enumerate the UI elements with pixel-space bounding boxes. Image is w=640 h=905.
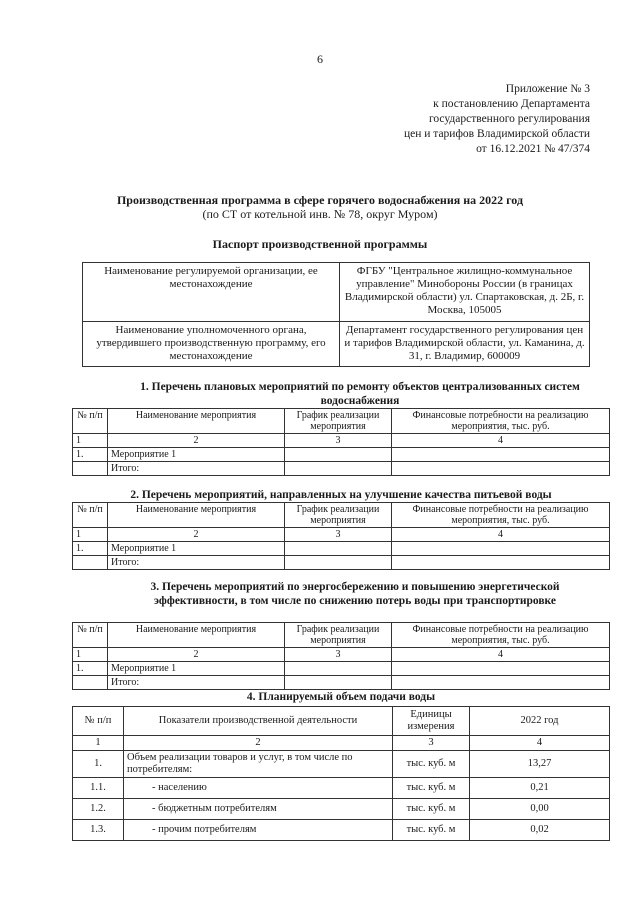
col-header: Единицы измерения xyxy=(393,707,470,736)
unit: тыс. куб. м xyxy=(393,778,470,799)
passport-label: Наименование уполномоченного органа, утвердившего производственную программу, его местонахождение xyxy=(83,322,340,367)
row-number: 1.2. xyxy=(73,799,124,820)
empty-cell xyxy=(285,462,392,476)
appendix-line: к постановлению Департамента xyxy=(433,98,590,110)
col-number: 4 xyxy=(392,434,610,448)
passport-value: ФГБУ "Центральное жилищно-коммунальное управление" Минобороны России (в границах Владимирской области) ул. Спартаковская, д. 2Б, г. Москва, 105005 xyxy=(340,263,590,322)
table-row xyxy=(73,736,610,751)
appendix-line: государственного регулирования xyxy=(428,113,590,125)
col-header: График реализации мероприятия xyxy=(285,623,392,648)
passport-title: Паспорт производственной программы xyxy=(212,237,428,251)
empty-cell xyxy=(73,462,108,476)
col-number: 2 xyxy=(124,736,393,751)
empty-cell xyxy=(392,556,610,570)
appendix-line: от 16.12.2021 № 47/374 xyxy=(476,143,590,155)
appendix-line: цен и тарифов Владимирской области xyxy=(403,128,590,140)
table-row xyxy=(73,707,610,736)
total-label: Итого: xyxy=(108,556,285,570)
total-label: Итого: xyxy=(108,676,285,690)
measure-name: Мероприятие 1 xyxy=(108,448,285,462)
passport-label: Наименование регулируемой организации, ее местонахождение xyxy=(83,263,340,322)
col-header: Наименование мероприятия xyxy=(108,623,285,648)
table-row xyxy=(73,528,610,542)
table-row xyxy=(73,623,610,648)
table-row xyxy=(73,662,610,676)
empty-cell xyxy=(285,676,392,690)
measure-name: Мероприятие 1 xyxy=(108,662,285,676)
col-number: 1 xyxy=(73,434,108,448)
table-row xyxy=(73,676,610,690)
table-row xyxy=(73,648,610,662)
col-number: 4 xyxy=(392,648,610,662)
row-number: 1.3. xyxy=(73,820,124,841)
empty-cell xyxy=(392,462,610,476)
empty-cell xyxy=(285,542,392,556)
empty-cell xyxy=(73,676,108,690)
col-header: Финансовые потребности на реализацию мероприятия, тыс. руб. xyxy=(392,623,610,648)
col-header: № п/п xyxy=(73,623,108,648)
col-number: 2 xyxy=(108,528,285,542)
table-row xyxy=(73,542,610,556)
col-number: 1 xyxy=(73,736,124,751)
measure-name: Мероприятие 1 xyxy=(108,542,285,556)
table-row xyxy=(73,409,610,434)
table-row xyxy=(73,751,610,778)
col-header: 2022 год xyxy=(470,707,610,736)
empty-cell xyxy=(285,662,392,676)
col-number: 3 xyxy=(285,528,392,542)
passport-table xyxy=(82,262,590,367)
empty-cell xyxy=(392,676,610,690)
document-title: Производственная программа в сфере горячего водоснабжения на 2022 год xyxy=(116,193,524,207)
value-2022: 0,21 xyxy=(470,778,610,799)
indicator-name: - бюджетным потребителям xyxy=(124,799,393,820)
col-number: 4 xyxy=(392,528,610,542)
empty-cell xyxy=(392,662,610,676)
col-header: Наименование мероприятия xyxy=(108,409,285,434)
row-number: 1. xyxy=(73,448,108,462)
row-number: 1.1. xyxy=(73,778,124,799)
section-1-table xyxy=(72,408,610,476)
table-row xyxy=(73,448,610,462)
row-number: 1. xyxy=(73,751,124,778)
empty-cell xyxy=(285,556,392,570)
indicator-name: - прочим потребителям xyxy=(124,820,393,841)
appendix-block xyxy=(404,82,590,157)
value-2022: 13,27 xyxy=(470,751,610,778)
empty-cell xyxy=(392,448,610,462)
table-row xyxy=(73,820,610,841)
table-row xyxy=(83,263,590,322)
col-header: График реализации мероприятия xyxy=(285,409,392,434)
total-label: Итого: xyxy=(108,462,285,476)
col-header: № п/п xyxy=(73,503,108,528)
table-row xyxy=(73,503,610,528)
section-4-title: 4. Планируемый объем подачи воды xyxy=(246,691,436,703)
col-header: № п/п xyxy=(73,409,108,434)
section-2-title: 2. Перечень мероприятий, направленных на улучшение качества питьевой воды xyxy=(130,489,552,501)
value-2022: 0,02 xyxy=(470,820,610,841)
table-row xyxy=(73,434,610,448)
col-header: Наименование мероприятия xyxy=(108,503,285,528)
empty-cell xyxy=(392,542,610,556)
unit: тыс. куб. м xyxy=(393,799,470,820)
unit: тыс. куб. м xyxy=(393,820,470,841)
row-number: 1. xyxy=(73,542,108,556)
col-number: 1 xyxy=(73,648,108,662)
table-row xyxy=(83,322,590,367)
col-number: 4 xyxy=(470,736,610,751)
table-row xyxy=(73,799,610,820)
col-number: 3 xyxy=(285,648,392,662)
unit: тыс. куб. м xyxy=(393,751,470,778)
col-number: 2 xyxy=(108,434,285,448)
col-number: 1 xyxy=(73,528,108,542)
row-number: 1. xyxy=(73,662,108,676)
section-1-title: 1. Перечень плановых мероприятий по ремонту объектов централизованных систем водоснабжения xyxy=(140,381,580,407)
col-number: 3 xyxy=(393,736,470,751)
document-subtitle: (по СТ от котельной инв. № 78, округ Муром) xyxy=(202,207,438,221)
col-header: Финансовые потребности на реализацию мероприятия, тыс. руб. xyxy=(392,409,610,434)
indicator-name: Объем реализации товаров и услуг, в том числе по потребителям: xyxy=(124,751,393,778)
table-row xyxy=(73,462,610,476)
appendix-line: Приложение № 3 xyxy=(505,83,590,95)
section-4-table xyxy=(72,706,610,841)
value-2022: 0,00 xyxy=(470,799,610,820)
passport-value: Департамент государственного регулирования цен и тарифов Владимирской области, ул. Каманина, д. 31, г. Владимир, 600009 xyxy=(340,322,590,367)
empty-cell xyxy=(73,556,108,570)
section-3-table xyxy=(72,622,610,690)
section-3-title: 3. Перечень мероприятий по энергосбережению и повышению энергетической эффективности, в том числе по снижению потерь воды при транспортировке xyxy=(150,581,560,607)
col-number: 3 xyxy=(285,434,392,448)
section-2-table xyxy=(72,502,610,570)
col-header: Показатели производственной деятельности xyxy=(124,707,393,736)
indicator-name: - населению xyxy=(124,778,393,799)
col-header: Финансовые потребности на реализацию мероприятия, тыс. руб. xyxy=(392,503,610,528)
table-row xyxy=(73,556,610,570)
col-header: № п/п xyxy=(73,707,124,736)
col-header: График реализации мероприятия xyxy=(285,503,392,528)
page-number: 6 xyxy=(317,52,323,66)
table-row xyxy=(73,778,610,799)
empty-cell xyxy=(285,448,392,462)
col-number: 2 xyxy=(108,648,285,662)
